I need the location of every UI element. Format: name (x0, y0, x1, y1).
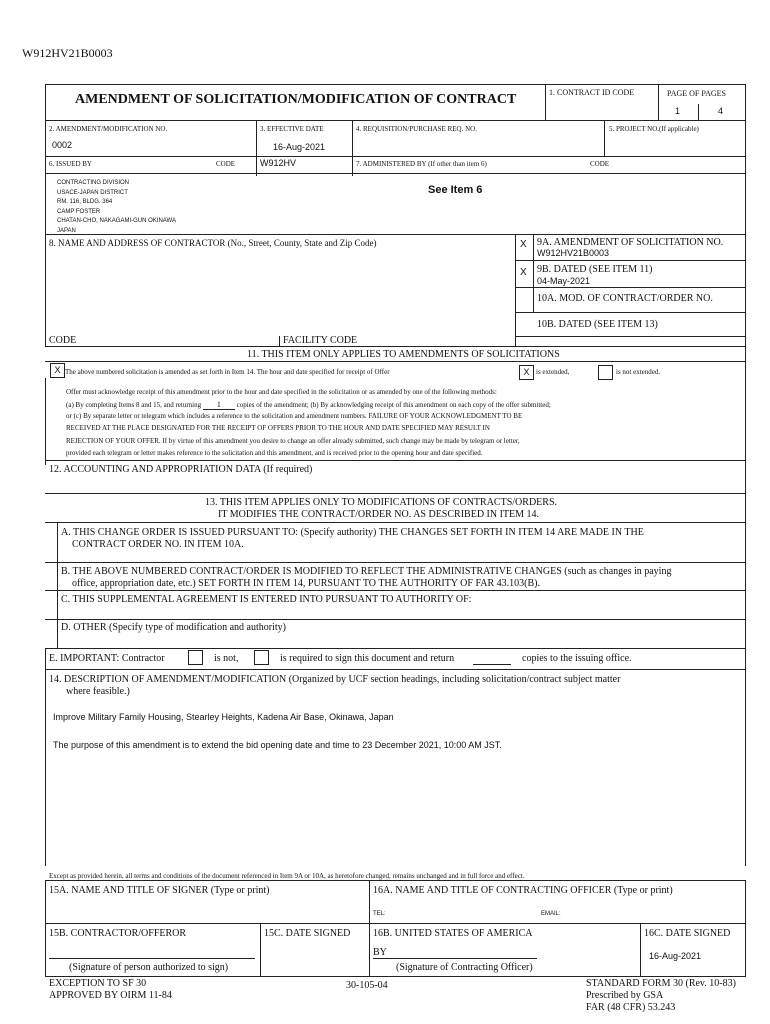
itemE-required: is required to sign this document and return (280, 653, 455, 664)
facility-code-label: FACILITY CODE (283, 335, 358, 346)
not-extended-label: is not extended. (616, 368, 661, 376)
box9a-check: X (520, 239, 527, 250)
box9a-label: 9A. AMENDMENT OF SOLICITATION NO. (537, 237, 724, 248)
box2-label: 2. AMENDMENT/MODIFICATION NO. (49, 125, 168, 133)
item13-header: 13. THIS ITEM APPLIES ONLY TO MODIFICATIONS OF CONTRACTS/ORDERS. (205, 497, 558, 508)
itemE-label: E. IMPORTANT: Contractor (49, 653, 165, 664)
itemE-is-not-checkbox[interactable] (188, 650, 203, 665)
item11-header: 11. THIS ITEM ONLY APPLIES TO AMENDMENTS OF SOLICITATIONS (247, 349, 560, 360)
box7-code-label: CODE (590, 160, 610, 168)
box5-label: 5. PROJECT NO.(If applicable) (609, 125, 699, 133)
email-label: EMAIL: (541, 911, 561, 917)
item11-para-a-end: copies of the amendment; (b) By acknowledging receipt of this amendment on each copy of the offer submitted; (236, 401, 551, 409)
box10a-label: 10A. MOD. OF CONTRACT/ORDER NO. (537, 293, 713, 304)
box16c-label: 16C. DATE SIGNED (644, 928, 731, 939)
item11-text: The above numbered solicitation is amended as set forth in Item 14. The hour and date specified for receipt of Offer (65, 368, 390, 376)
box9b-label: 9B. DATED (SEE ITEM 11) (537, 264, 653, 275)
footer-right (586, 978, 736, 1014)
box15b-label: 15B. CONTRACTOR/OFFEROR (49, 928, 187, 939)
itemE-copies: copies to the issuing office. (522, 653, 632, 664)
by-label: BY (373, 947, 387, 958)
not-extended-checkbox[interactable] (598, 365, 613, 380)
box9a-value: W912HV21B0003 (537, 248, 610, 258)
item13a-line: A. THIS CHANGE ORDER IS ISSUED PURSUANT TO: (Specify authority) THE CHANGES SET FORTH IN ITEM 14 ARE MADE IN THE (61, 527, 644, 538)
item13a-line: CONTRACT ORDER NO. IN ITEM 10A. (72, 539, 244, 550)
box9b-value: 04-May-2021 (537, 276, 591, 286)
description-line: The purpose of this amendment is to extend the bid opening date and time to 23 December 2021, 10:00 AM JST. (53, 740, 502, 750)
footer-exception: EXCEPTION TO SF 30 (49, 978, 147, 989)
box6-code-label: CODE (216, 160, 236, 168)
issuer-line: CHATAN-CHO, NAKAGAMI-GUN OKINAWA (57, 218, 177, 224)
description-line: Improve Military Family Housing, Stearley Heights, Kadena Air Base, Okinawa, Japan (53, 712, 394, 722)
footer-prescribed: Prescribed by GSA (586, 990, 664, 1001)
item12-label: 12. ACCOUNTING AND APPROPRIATION DATA (If required) (49, 464, 313, 475)
box9b-check: X (520, 267, 527, 278)
item13d-line: D. OTHER (Specify type of modification and authority) (61, 622, 286, 633)
item11-para-a-start: (a) By completing Items 8 and 15, and returning (66, 401, 202, 409)
date-16c-value: 16-Aug-2021 (649, 951, 702, 961)
page-number: 1 (675, 106, 681, 116)
box6-label: 6. ISSUED BY (49, 160, 92, 168)
code-label: CODE (49, 335, 77, 346)
item13b-line: office, appropriation date, etc.) SET FORTH IN ITEM 14, PURSUANT TO THE AUTHORITY OF FAR 43.103(B). (72, 578, 540, 589)
box3-value: 16-Aug-2021 (273, 142, 326, 152)
box16a-label: 16A. NAME AND TITLE OF CONTRACTING OFFICER (Type or print) (373, 885, 673, 896)
itemE-required-checkbox[interactable] (254, 650, 269, 665)
issuer-address (57, 179, 176, 236)
box3-label: 3. EFFECTIVE DATE (260, 125, 324, 133)
item11-para-a (66, 400, 551, 410)
itemE-is-not: is not, (214, 653, 239, 664)
officer-signature-caption: (Signature of Contracting Officer) (396, 962, 533, 973)
item14-label: 14. DESCRIPTION OF AMENDMENT/MODIFICATION (Organized by UCF section headings, including solicitation/contract subject matter (49, 674, 621, 685)
footer-far: FAR (48 CFR) 53.243 (586, 1002, 676, 1013)
box10b-label: 10B. DATED (SEE ITEM 13) (537, 319, 658, 330)
box4-label: 4. REQUISITION/PURCHASE REQ. NO. (356, 125, 477, 133)
footer-form-number: 30-105-04 (346, 980, 388, 991)
extended-checkbox[interactable]: X (519, 365, 534, 380)
item11-para: RECEIVED AT THE PLACE DESIGNATED FOR THE RECEIPT OF OFFERS PRIOR TO THE HOUR AND DATE SPECIFIED MAY RESULT IN (66, 424, 490, 432)
box6-code-value: W912HV (260, 158, 297, 168)
footer-left (49, 978, 172, 1002)
contract-id-label: 1. CONTRACT ID CODE (549, 88, 635, 97)
contractor-signature-line[interactable] (49, 958, 255, 959)
item13-subheader: IT MODIFIES THE CONTRACT/ORDER NO. AS DESCRIBED IN ITEM 14. (218, 509, 540, 520)
box15c-label: 15C. DATE SIGNED (264, 928, 351, 939)
admin-value: See Item 6 (428, 184, 483, 196)
officer-signature-line[interactable] (373, 958, 537, 959)
item11-para: Offer must acknowledge receipt of this amendment prior to the hour and date specified in the solicitation or as amended by one of the following methods: (66, 388, 497, 396)
item14-label-cont: where feasible.) (66, 686, 130, 697)
footer-standard-form: STANDARD FORM 30 (Rev. 10-83) (586, 978, 736, 989)
except-text: Except as provided herein, all terms and conditions of the document referenced in Item 9A or 10A, as heretofore changed, remains unchanged and in full force and effect. (49, 872, 525, 880)
copies-returned: 1 (203, 400, 235, 410)
page-total: 4 (718, 106, 724, 116)
itemE-copies-blank[interactable] (473, 664, 511, 665)
extended-label: is extended, (536, 368, 570, 376)
item13c-line: C. THIS SUPPLEMENTAL AGREEMENT IS ENTERED INTO PURSUANT TO AUTHORITY OF: (61, 594, 472, 605)
item11-para: REJECTION OF YOUR OFFER. If by virtue of this amendment you desire to change an offer already submitted, such change may be made by telegram or letter, (66, 437, 520, 445)
item11-checkbox[interactable]: X (50, 363, 65, 378)
form-title: AMENDMENT OF SOLICITATION/MODIFICATION OF CONTRACT (75, 92, 517, 107)
issuer-line: CONTRACTING DIVISION (57, 180, 130, 186)
item13b-line: B. THE ABOVE NUMBERED CONTRACT/ORDER IS MODIFIED TO REFLECT THE ADMINISTRATIVE CHANGES (such as changes in paying (61, 566, 672, 577)
contractor-signature-caption: (Signature of person authorized to sign) (69, 962, 229, 973)
box15a-label: 15A. NAME AND TITLE OF SIGNER (Type or print) (49, 885, 270, 896)
issuer-line: JAPAN (57, 227, 76, 234)
footer-approved: APPROVED BY OIRM 11-84 (49, 990, 172, 1001)
tel-label: TEL: (373, 911, 386, 917)
box7-label: 7. ADMINISTERED BY (If other than item 6) (356, 160, 487, 168)
item11-para: provided each telegram or letter makes reference to the solicitation and this amendment, and is received prior to the opening hour and date specified. (66, 449, 483, 457)
box2-value: 0002 (52, 140, 73, 150)
item11-para: or (c) By separate letter or telegram which includes a reference to the solicitation and amendment numbers. FAILURE OF YOUR ACKNOWLEDGMENT TO BE (66, 412, 523, 420)
issuer-line: USACE-JAPAN DISTRICT (57, 189, 128, 196)
box8-label: 8. NAME AND ADDRESS OF CONTRACTOR (No., Street, County, State and Zip Code) (49, 238, 377, 248)
issuer-line: CAMP FOSTER (57, 208, 101, 215)
page-of-pages-label: PAGE OF PAGES (667, 89, 726, 98)
document-id: W912HV21B0003 (22, 46, 113, 60)
issuer-line: RM. 116, BLDG. 364 (57, 199, 113, 205)
box16b-label: 16B. UNITED STATES OF AMERICA (373, 928, 533, 939)
